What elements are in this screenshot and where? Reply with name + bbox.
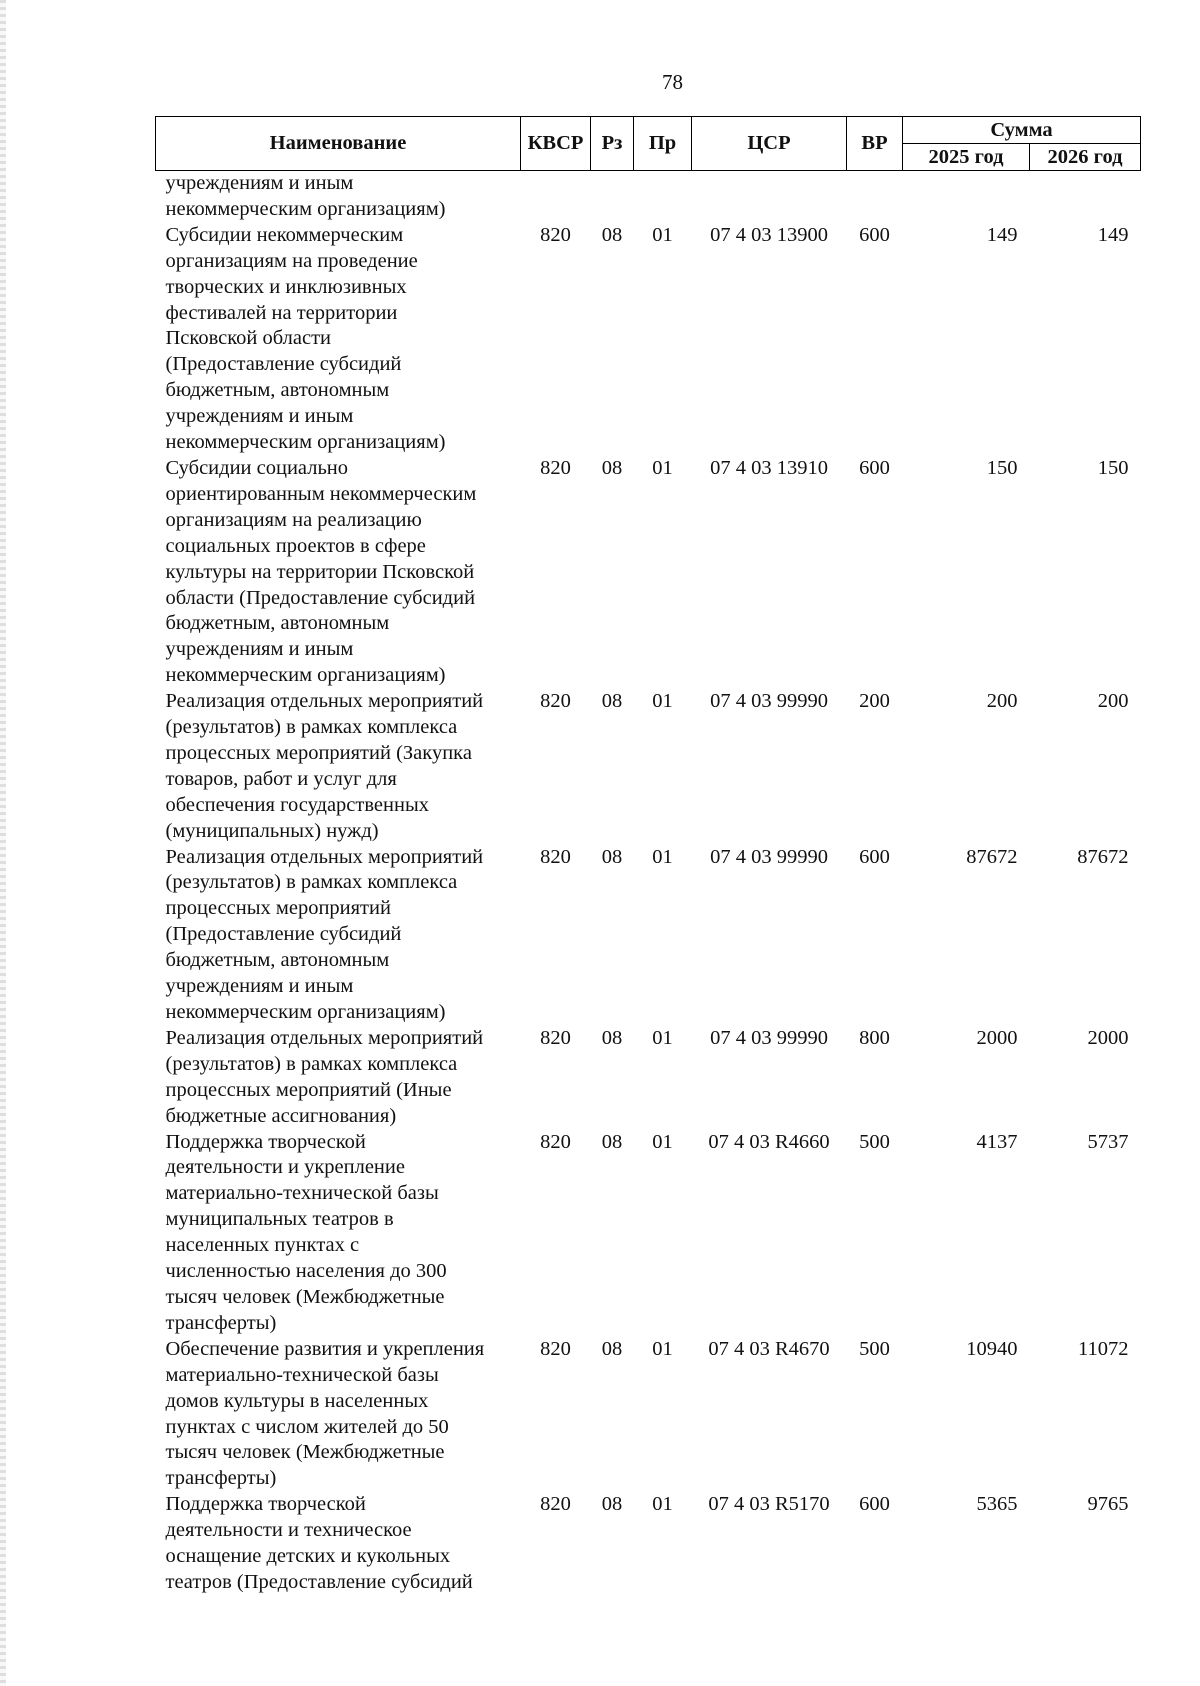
row-rz: 08	[601, 223, 623, 246]
row-csr: 07 4 03 99990	[710, 1026, 828, 1049]
row-rz: 08	[601, 456, 623, 479]
table-row	[156, 1337, 1141, 1492]
row-name: Субсидии социально ориентированным некоммерческим организациям на реализацию социальных проектов в сфере культуры на территории Псковской области (Предоставление субсидий бюджетным, автономным учреждениям и иным некоммерческим организациям)	[165, 456, 477, 687]
row-vr: 200	[859, 690, 890, 713]
table-header	[156, 117, 1141, 171]
row-sum-2026: 150	[1097, 456, 1129, 479]
row-rz: 08	[601, 1130, 623, 1153]
table-row	[156, 845, 1141, 1026]
row-rz: 08	[601, 1337, 623, 1360]
row-kvsr: 820	[540, 690, 571, 713]
row-name: Реализация отдельных мероприятий (результатов) в рамках комплекса процессных мероприятий (Предоставление субсидий бюджетным, автономным учреждениям и иным некоммерческим организациям)	[165, 845, 484, 1023]
row-csr: 07 4 03 R4660	[708, 1130, 830, 1153]
row-name: Поддержка творческой деятельности и укрепление материально-технической базы муниципальных театров в населенных пунктах с численностью населения до 300 тысяч человек (Межбюджетные трансферты)	[165, 1130, 447, 1334]
row-pr: 01	[652, 1026, 673, 1049]
header-year-2025: 2025 год	[903, 144, 1030, 171]
row-kvsr: 820	[540, 1337, 571, 1360]
row-sum-2026: 200	[1097, 690, 1129, 713]
row-pr: 01	[652, 223, 673, 246]
row-sum-2025: 150	[986, 456, 1018, 479]
row-sum-2025	[903, 171, 1030, 223]
row-rz: 08	[601, 1493, 623, 1516]
row-sum-2025: 87672	[966, 845, 1018, 868]
row-name: Реализация отдельных мероприятий (результатов) в рамках комплекса процессных мероприятий (Иные бюджетные ассигнования)	[165, 1026, 484, 1127]
row-vr: 500	[859, 1337, 890, 1360]
table-row	[156, 689, 1141, 844]
row-sum-2026	[1030, 171, 1141, 223]
row-sum-2026: 9765	[1087, 1493, 1129, 1516]
budget-table	[155, 116, 1141, 1596]
header-kvsr: КВСР	[521, 117, 591, 171]
table-row	[156, 223, 1141, 456]
row-kvsr: 820	[540, 1026, 571, 1049]
row-kvsr: 820	[540, 456, 571, 479]
row-sum-2025: 149	[986, 223, 1018, 246]
table-row	[156, 1026, 1141, 1130]
header-pr: Пр	[634, 117, 692, 171]
row-kvsr: 820	[540, 1493, 571, 1516]
row-kvsr: 820	[540, 223, 571, 246]
row-rz: 08	[601, 1026, 623, 1049]
table-body	[156, 171, 1141, 1596]
page-number: 78	[662, 70, 683, 94]
row-vr: 800	[859, 1026, 890, 1049]
row-rz: 08	[601, 690, 623, 713]
header-csr: ЦСР	[692, 117, 847, 171]
row-name: Обеспечение развития и укрепления материально-технической базы домов культуры в населенных пунктах с числом жителей до 50 тысяч человек (Межбюджетные трансферты)	[165, 1337, 485, 1490]
row-csr: 07 4 03 13900	[710, 223, 828, 246]
row-sum-2026: 149	[1097, 223, 1129, 246]
header-vr: ВР	[847, 117, 903, 171]
row-kvsr	[521, 171, 591, 223]
row-csr: 07 4 03 99990	[710, 690, 828, 713]
row-sum-2025: 2000	[976, 1026, 1018, 1049]
row-vr: 600	[859, 845, 890, 868]
row-name: Реализация отдельных мероприятий (результатов) в рамках комплекса процессных мероприятий (Закупка товаров, работ и услуг для обеспечения государственных (муниципальных) нужд)	[165, 690, 484, 842]
row-csr: 07 4 03 R5170	[708, 1493, 830, 1516]
header-year-2026: 2026 год	[1030, 144, 1141, 171]
row-sum-2026: 87672	[1077, 845, 1129, 868]
row-name: Субсидии некоммерческим организациям на проведение творческих и инклюзивных фестивалей на территории Псковской области (Предоставление субсидий бюджетным, автономным учреждениям и иным некоммерческим организациям)	[165, 223, 446, 454]
row-name: Поддержка творческой деятельности и техническое оснащение детских и кукольных театров (Предоставление субсидий	[165, 1493, 473, 1593]
row-sum-2026: 5737	[1087, 1130, 1129, 1153]
row-sum-2025: 4137	[976, 1130, 1018, 1153]
row-csr: 07 4 03 R4670	[708, 1337, 830, 1360]
row-vr: 600	[859, 456, 890, 479]
row-csr: 07 4 03 13910	[710, 456, 828, 479]
table-row	[156, 1130, 1141, 1337]
row-rz	[591, 171, 634, 223]
table-row	[156, 456, 1141, 689]
row-sum-2025: 5365	[976, 1493, 1018, 1516]
table-row	[156, 171, 1141, 223]
row-sum-2025: 10940	[966, 1337, 1018, 1360]
row-rz: 08	[601, 845, 623, 868]
row-csr: 07 4 03 99990	[710, 845, 828, 868]
header-rz: Рз	[591, 117, 634, 171]
header-name: Наименование	[156, 117, 521, 171]
row-sum-2026: 2000	[1087, 1026, 1129, 1049]
row-pr: 01	[652, 1493, 673, 1516]
row-kvsr: 820	[540, 1130, 571, 1153]
row-kvsr: 820	[540, 845, 571, 868]
row-vr	[847, 171, 903, 223]
row-pr: 01	[652, 1130, 673, 1153]
row-vr: 600	[859, 223, 890, 246]
row-pr: 01	[652, 1337, 673, 1360]
row-pr: 01	[652, 456, 673, 479]
row-sum-2026: 11072	[1078, 1337, 1129, 1360]
row-csr	[692, 171, 847, 223]
row-pr	[634, 171, 692, 223]
row-pr: 01	[652, 690, 673, 713]
row-sum-2025: 200	[986, 690, 1018, 713]
header-sum: Сумма	[903, 117, 1141, 144]
row-vr: 500	[859, 1130, 890, 1153]
row-vr: 600	[859, 1493, 890, 1516]
budget-table-container	[155, 116, 1140, 1596]
table-row	[156, 1492, 1141, 1596]
row-pr: 01	[652, 845, 673, 868]
row-name: учреждениям и иным некоммерческим организациям)	[165, 172, 446, 220]
scan-edge	[0, 0, 6, 1686]
